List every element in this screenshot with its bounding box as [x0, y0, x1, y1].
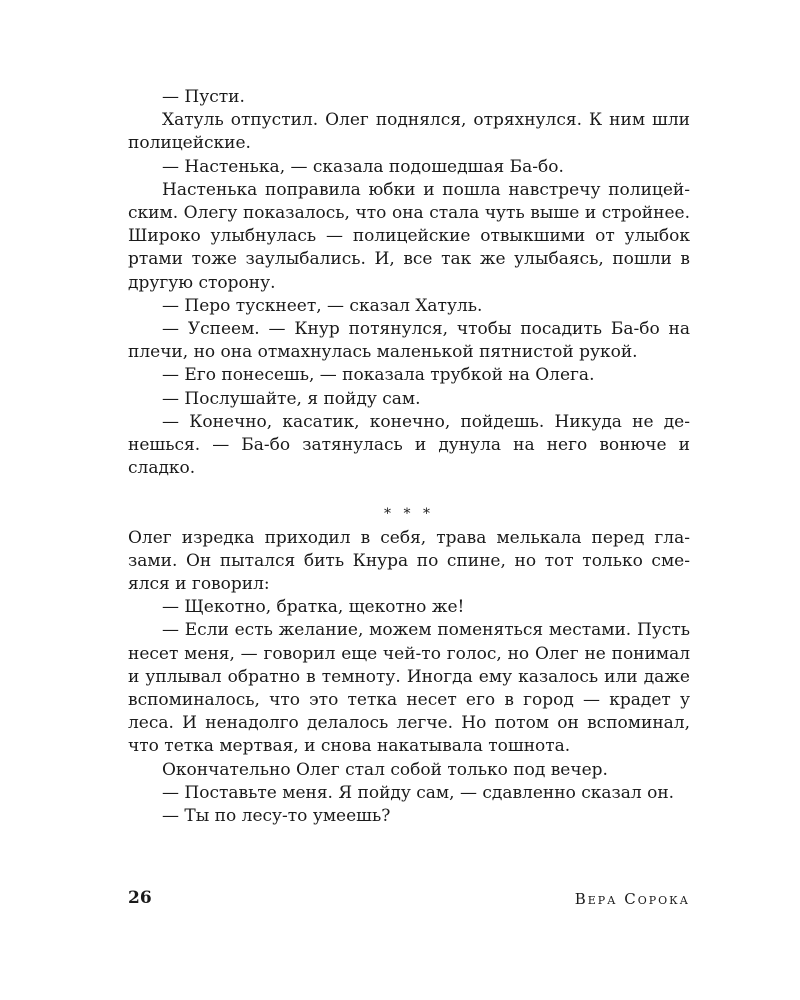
paragraph: Настенька поправила юбки и пошла навстречу полицейским. Олегу показалось, что она стала чуть выше и стройнее. Широко улыбнулась — полицейские отвыкшими от улыбок ртами тоже заулыбались. И, все так же улыбаясь, пошли в другую сторону.: [128, 179, 690, 293]
paragraph: Окончательно Олег стал собой только под вечер.: [162, 759, 608, 780]
page-number: 26: [128, 888, 152, 908]
running-author: Вера Сорока: [574, 890, 690, 908]
paragraph: — Ты по лесу-то умеешь?: [162, 806, 391, 827]
paragraph: — Пусти.: [162, 87, 245, 107]
paragraph: — Конечно, касатик, конечно, пойдешь. Никуда не денешься. — Ба-бо затянулась и дунула на него вонюче и сладко.: [128, 411, 690, 479]
paragraph: — Настенька, — сказала подошедшая Ба-бо.: [162, 156, 564, 177]
paragraph: — Его понесешь, — показала трубкой на Олега.: [162, 365, 595, 386]
paragraph: Олег изредка приходил в себя, трава мелькала перед глазами. Он пытался бить Кнура по спине, но тот только смеялся и говорил:: [128, 527, 690, 595]
paragraph: — Послушайте, я пойду сам.: [162, 388, 421, 409]
paragraph: — Щекотно, братка, щекотно же!: [162, 597, 465, 618]
body-text: [128, 86, 690, 828]
paragraph: Хатуль отпустил. Олег поднялся, отряхнулся. К ним шли полицейские.: [128, 110, 690, 154]
paragraph: — Успеем. — Кнур потянулся, чтобы посадить Ба-бо на плечи, но она отмахнулась маленькой пятнистой рукой.: [128, 319, 690, 363]
paragraph: — Поставьте меня. Я пойду сам, — сдавленно сказал он.: [162, 782, 675, 803]
page-footer: [128, 888, 690, 910]
paragraph: — Перо тускнеет, — сказал Хатуль.: [162, 295, 483, 316]
section-separator: * * *: [384, 506, 434, 523]
paragraph: — Если есть желание, можем поменяться местами. Пусть несет меня, — говорил еще чей-то голос, но Олег не понимал и уплывал обратно в темноту. Иногда ему казалось или даже вспоминалось, что это тетка несет его в город — крадет у леса. И ненадолго делалось легче. Но потом он вспоминал, что тетка мертвая, и снова накатывала тошнота.: [128, 620, 690, 757]
